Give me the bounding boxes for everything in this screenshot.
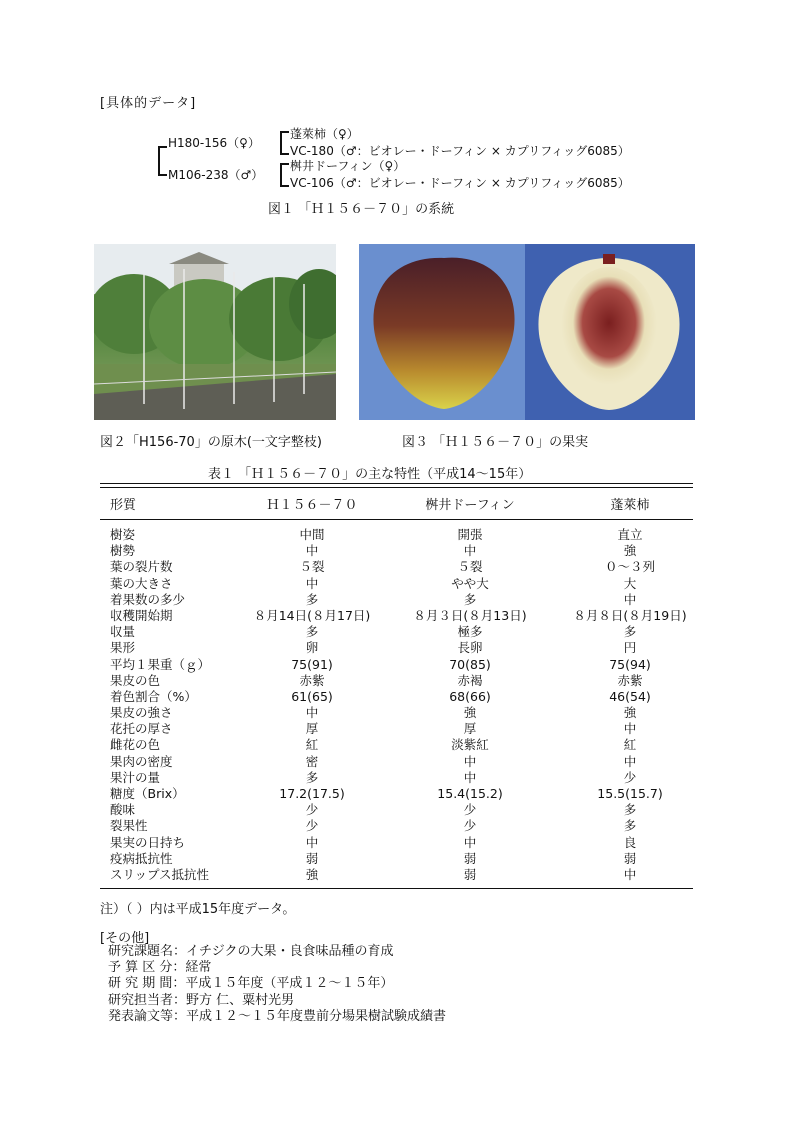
table-top-rule-2 bbox=[100, 487, 693, 488]
cell-masui-dauphine-text: 15.4(15.2) bbox=[437, 786, 503, 801]
cell-masui-dauphine-text: 中 bbox=[463, 543, 477, 559]
pedigree-bracket-parents bbox=[158, 146, 167, 176]
table-header-rule bbox=[100, 519, 693, 520]
cell-masui-dauphine-text: 弱 bbox=[463, 866, 477, 882]
cell-horaigaki-text: 強 bbox=[623, 705, 637, 721]
cell-trait: 収量 bbox=[110, 624, 136, 640]
cell-h156-70-text: 弱 bbox=[305, 850, 319, 866]
cell-trait: 果皮の色 bbox=[110, 672, 161, 688]
cell-horaigaki-text: 多 bbox=[623, 802, 637, 818]
cell-horaigaki-text: 多 bbox=[623, 818, 637, 834]
other-section-title: [その他] bbox=[100, 931, 150, 946]
budget-category: 予 算 区 分：経常 bbox=[108, 960, 212, 976]
cell-h156-70-text: 強 bbox=[305, 866, 319, 882]
cell-masui-dauphine-text: ５裂 bbox=[457, 559, 483, 575]
cell-h156-70-text: ５裂 bbox=[299, 559, 325, 575]
cell-horaigaki-text: 中 bbox=[623, 753, 637, 769]
cell-trait: 果肉の密度 bbox=[110, 753, 173, 769]
grandparent-3: 桝井ドーフィン（♀） bbox=[290, 159, 406, 173]
cell-trait: 雌花の色 bbox=[110, 737, 161, 753]
cell-trait: 酸味 bbox=[110, 802, 136, 818]
cell-masui-dauphine-text: 開張 bbox=[457, 527, 483, 542]
cell-h156-70-text: 中 bbox=[305, 834, 319, 850]
table-row bbox=[100, 786, 700, 802]
table-bottom-rule bbox=[100, 888, 693, 889]
cell-masui-dauphine-text: 68(66) bbox=[449, 688, 491, 704]
figure-1-caption: 図１ 「Ｈ１５６－７０」の系統 bbox=[268, 202, 455, 217]
table-row bbox=[100, 624, 700, 640]
cell-masui-dauphine-text: 少 bbox=[463, 802, 477, 818]
parent-female: H180-156（♀） bbox=[168, 136, 260, 150]
cell-trait: 果皮の強さ bbox=[110, 705, 173, 721]
table-row bbox=[100, 689, 700, 705]
cell-masui-dauphine-text: 中 bbox=[463, 769, 477, 785]
cell-h156-70-text: 多 bbox=[305, 769, 319, 785]
cell-horaigaki-text: 15.5(15.7) bbox=[597, 786, 663, 801]
researchers: 研究担当者：野方 仁、粟村光男 bbox=[108, 992, 295, 1008]
cell-h156-70-text: 卵 bbox=[305, 640, 319, 656]
section-title: [具体的データ] bbox=[100, 96, 197, 111]
table-row bbox=[100, 559, 700, 575]
fig-fruit-photo bbox=[359, 244, 695, 420]
table-row bbox=[100, 721, 700, 737]
cell-h156-70-text: 厚 bbox=[305, 721, 319, 737]
cell-masui-dauphine-text: 極多 bbox=[457, 624, 483, 640]
table-row bbox=[100, 527, 700, 543]
cell-trait: 果汁の量 bbox=[110, 769, 161, 785]
table-row bbox=[100, 592, 700, 608]
table-row bbox=[100, 640, 700, 656]
cell-trait: 疫病抵抗性 bbox=[110, 850, 173, 866]
cell-h156-70-text: ８月14日(８月17日) bbox=[253, 607, 371, 623]
cell-trait: 着果数の多少 bbox=[110, 591, 186, 607]
cell-masui-dauphine-text: 強 bbox=[463, 705, 477, 721]
cell-masui-dauphine-text: やや大 bbox=[451, 575, 489, 591]
cell-h156-70-text: 紅 bbox=[305, 737, 319, 753]
cell-trait: 葉の裂片数 bbox=[110, 559, 173, 575]
table-row bbox=[100, 673, 700, 689]
cell-horaigaki-text: ８月８日(８月19日) bbox=[573, 607, 687, 623]
cell-h156-70-text: 中 bbox=[305, 575, 319, 591]
cell-masui-dauphine-text: 70(85) bbox=[449, 656, 491, 672]
cell-trait: 葉の大きさ bbox=[110, 575, 173, 591]
cell-masui-dauphine-text: ８月３日(８月13日) bbox=[413, 607, 527, 623]
table-row bbox=[100, 851, 700, 867]
cell-masui-dauphine-text: 中 bbox=[463, 834, 477, 850]
other-info bbox=[108, 944, 446, 1025]
cell-horaigaki-text: 強 bbox=[623, 543, 637, 559]
table-row bbox=[100, 802, 700, 818]
header-trait: 形質 bbox=[110, 498, 137, 513]
cell-h156-70-text: 17.2(17.5) bbox=[279, 786, 345, 801]
table-row bbox=[100, 705, 700, 721]
header-horaigaki: 蓬萊柿 bbox=[610, 498, 650, 513]
cell-horaigaki-text: 弱 bbox=[623, 850, 637, 866]
cell-h156-70-text: 密 bbox=[305, 753, 319, 769]
cell-h156-70-text: 少 bbox=[305, 818, 319, 834]
table-row bbox=[100, 835, 700, 851]
table-1-caption: 表１ 「Ｈ１５６－７０」の主な特性（平成14～15年） bbox=[208, 467, 532, 482]
cell-trait: 樹勢 bbox=[110, 543, 136, 559]
cell-horaigaki-text: 赤紫 bbox=[617, 672, 643, 688]
table-note: 注）（ ）内は平成15年度データ。 bbox=[100, 902, 296, 917]
grandparent-2: VC-180（♂：ビオレー・ドーフィン × カプリフィッグ6085） bbox=[290, 144, 630, 158]
cell-masui-dauphine-text: 長卵 bbox=[457, 640, 483, 656]
parent-male: M106-238（♂） bbox=[168, 168, 264, 182]
cell-masui-dauphine-text: 中 bbox=[463, 753, 477, 769]
table-row bbox=[100, 867, 700, 883]
research-topic: 研究課題名：イチジクの大果・良食味品種の育成 bbox=[108, 944, 394, 959]
cell-masui-dauphine-text: 淡紫紅 bbox=[451, 737, 489, 753]
table-row bbox=[100, 576, 700, 592]
table-row bbox=[100, 770, 700, 786]
table-row bbox=[100, 754, 700, 770]
table-body bbox=[100, 527, 700, 883]
cell-h156-70-text: 赤紫 bbox=[299, 672, 325, 688]
cell-horaigaki-text: 直立 bbox=[617, 527, 643, 542]
cell-horaigaki-text: 46(54) bbox=[609, 688, 651, 704]
cell-trait: 着色割合（%） bbox=[110, 688, 197, 704]
header-h156-70: Ｈ１５６－７０ bbox=[266, 498, 358, 513]
table-row bbox=[100, 543, 700, 559]
pedigree-bracket-male bbox=[280, 163, 289, 187]
cell-horaigaki-text: 大 bbox=[623, 575, 637, 591]
publications: 発表論文等：平成１２～１５年度豊前分場果樹試験成績書 bbox=[108, 1008, 447, 1024]
cell-masui-dauphine-text: 少 bbox=[463, 818, 477, 834]
cell-trait: 果実の日持ち bbox=[110, 834, 186, 850]
cell-h156-70-text: 61(65) bbox=[291, 688, 333, 704]
cell-masui-dauphine-text: 厚 bbox=[463, 721, 477, 737]
cell-horaigaki-text: ０～３列 bbox=[604, 559, 656, 575]
tree-photo bbox=[94, 244, 336, 420]
cell-masui-dauphine-text: 赤褐 bbox=[457, 672, 483, 688]
cell-h156-70-text: 中 bbox=[305, 543, 319, 559]
cell-trait: 平均１果重（ｇ） bbox=[110, 656, 211, 672]
cell-horaigaki-text: 少 bbox=[623, 769, 637, 785]
cell-trait: 果形 bbox=[110, 640, 136, 656]
cell-masui-dauphine-text: 多 bbox=[463, 591, 477, 607]
cell-horaigaki-text: 良 bbox=[623, 834, 637, 850]
research-period: 研 究 期 間：平成１５年度（平成１２～１５年） bbox=[108, 976, 394, 992]
figure-2-caption: 図２「H156-70」の原木(一文字整枝) bbox=[100, 435, 322, 450]
cell-horaigaki-text: 中 bbox=[623, 591, 637, 607]
cell-h156-70-text: 多 bbox=[305, 624, 319, 640]
cell-h156-70-text: 少 bbox=[305, 802, 319, 818]
table-row bbox=[100, 818, 700, 834]
cell-horaigaki-text: 紅 bbox=[623, 737, 637, 753]
cell-horaigaki-text: 円 bbox=[623, 640, 637, 656]
cell-trait: 花托の厚さ bbox=[110, 721, 173, 737]
cell-trait: スリップス抵抗性 bbox=[110, 866, 210, 882]
header-masui-dauphine: 桝井ドーフィン bbox=[425, 498, 515, 513]
cell-trait: 樹姿 bbox=[110, 527, 136, 542]
cell-masui-dauphine-text: 弱 bbox=[463, 850, 477, 866]
cell-trait: 収穫開始期 bbox=[110, 607, 173, 623]
cell-horaigaki-text: 中 bbox=[623, 866, 637, 882]
pedigree-bracket-female bbox=[280, 131, 289, 155]
cell-h156-70-text: 多 bbox=[305, 591, 319, 607]
table-row bbox=[100, 737, 700, 753]
table-top-rule bbox=[100, 483, 693, 484]
cell-h156-70-text: 中 bbox=[305, 705, 319, 721]
cell-horaigaki-text: 中 bbox=[623, 721, 637, 737]
cell-trait: 裂果性 bbox=[110, 818, 148, 834]
table-row bbox=[100, 608, 700, 624]
cell-horaigaki-text: 多 bbox=[623, 624, 637, 640]
figure-3-caption: 図３ 「Ｈ１５６－７０」の果実 bbox=[402, 435, 589, 450]
cell-horaigaki-text: 75(94) bbox=[609, 656, 651, 672]
table-row bbox=[100, 657, 700, 673]
cell-h156-70-text: 75(91) bbox=[291, 656, 333, 672]
cell-h156-70-text: 中間 bbox=[299, 527, 325, 542]
grandparent-1: 蓬萊柿（♀） bbox=[290, 127, 359, 141]
cell-trait: 糖度（Brix） bbox=[110, 786, 185, 801]
grandparent-4: VC-106（♂：ビオレー・ドーフィン × カプリフィッグ6085） bbox=[290, 176, 630, 190]
